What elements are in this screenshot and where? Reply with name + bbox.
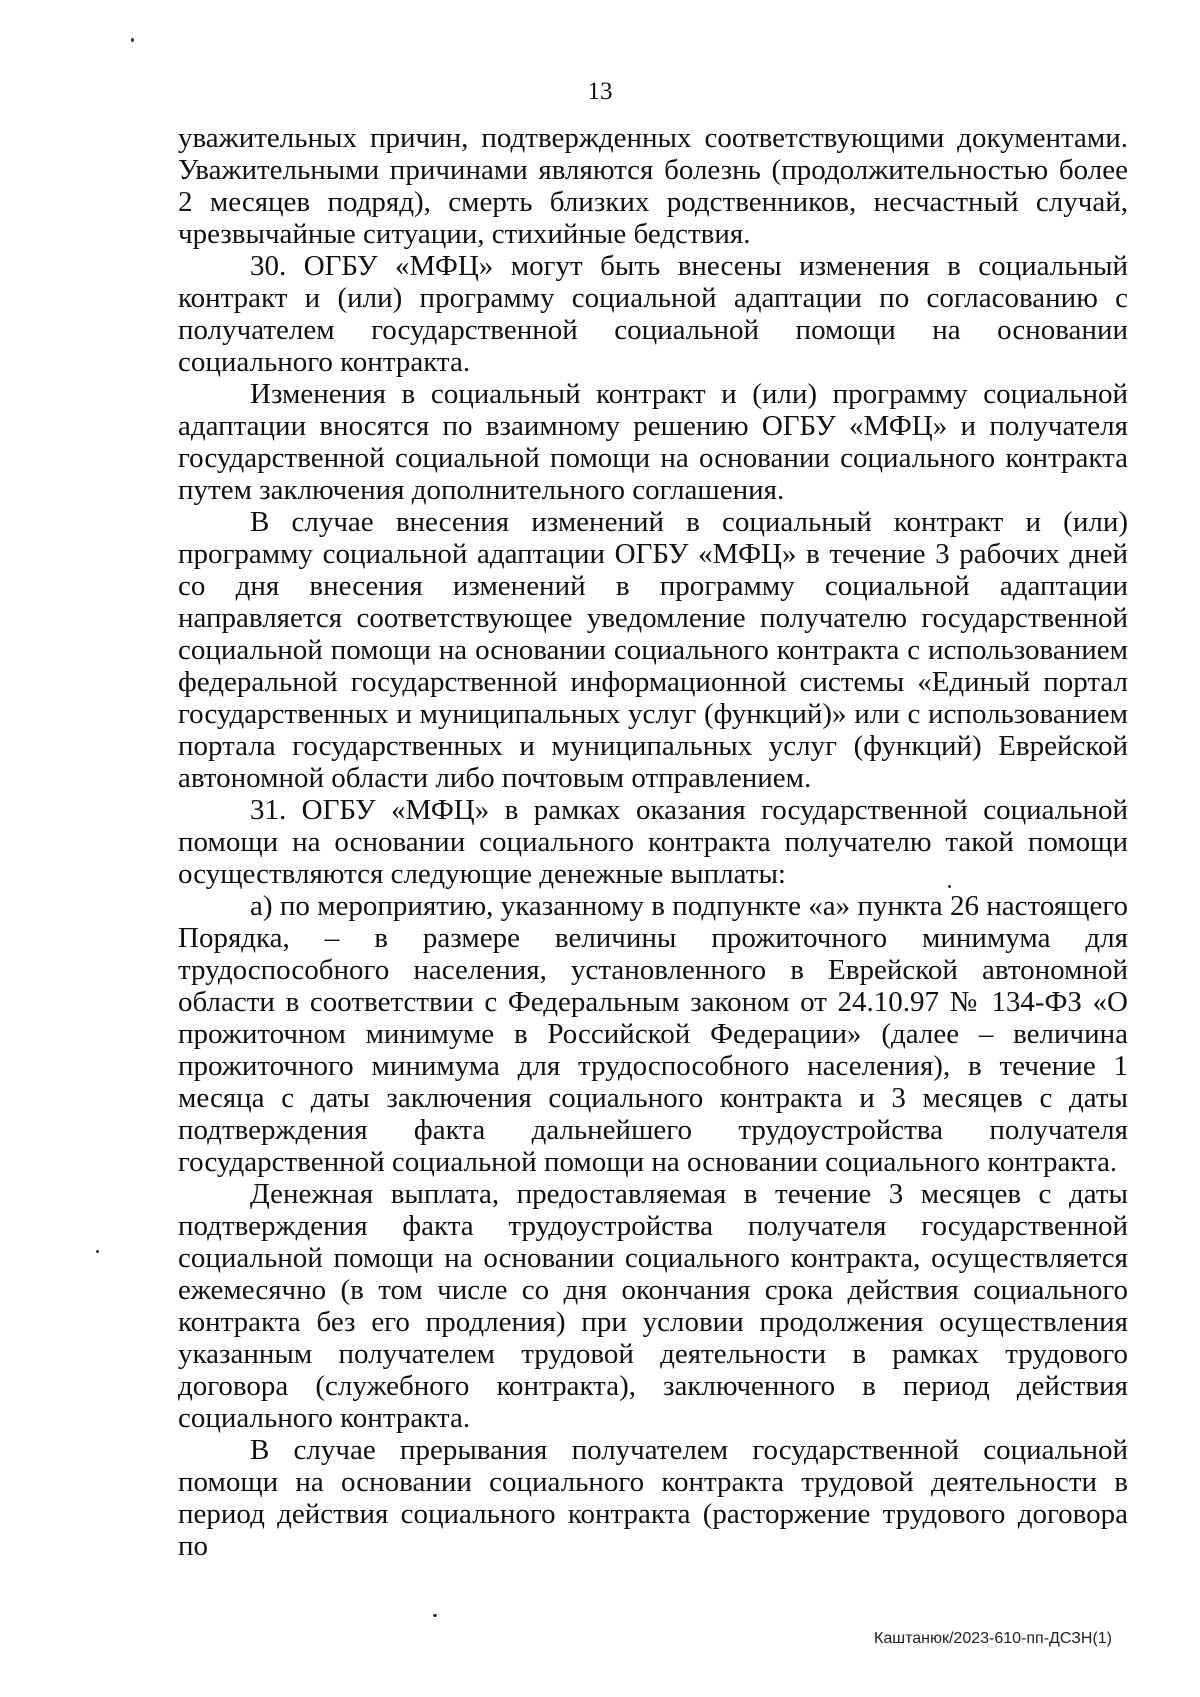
paragraph-notification: В случае внесения изменений в социальный контракт и (или) программу социальной адаптации ОГБУ «МФЦ» в течение 3 рабочих дней со дня внесения изменений в программу социальной адаптации направляется соответствующее уведомление получателю государственной социальной помощи на основании социального контракта с использованием федеральной государственной информационной системы «Единый портал государственных и муниципальных услуг (функций)» или с использованием портала государственных и муниципальных услуг (функций) Еврейской автономной области либо почтовым отправлением. (178, 506, 1128, 794)
paragraph-subitem-a: а) по мероприятию, указанному в подпункте «а» пункта 26 настоящего Порядка, – в размере величины прожиточного минимума для трудоспособного населения, установленного в Еврейской автономной области в соответствии с Федеральным законом от 24.10.97 № 134-ФЗ «О прожиточном минимуме в Российской Федерации» (далее – величина прожиточного минимума для трудоспособного населения), в течение 1 месяца с даты заключения социального контракта и 3 месяцев с даты подтверждения факта дальнейшего трудоустройства получателя государственной социальной помощи на основании социального контракта. (178, 890, 1128, 1178)
scan-speck (948, 885, 951, 888)
paragraph-interruption: В случае прерывания получателем государственной социальной помощи на основании социального контракта трудовой деятельности в период действия социального контракта (расторжение трудового договора по (178, 1434, 1128, 1562)
paragraph-item-31: 31. ОГБУ «МФЦ» в рамках оказания государственной социальной помощи на основании социального контракта получателю такой помощи осуществляются следующие денежные выплаты: (178, 794, 1128, 890)
paragraph-changes: Изменения в социальный контракт и (или) программу социальной адаптации вносятся по взаимному решению ОГБУ «МФЦ» и получателя государственной социальной помощи на основании социального контракта путем заключения дополнительного соглашения. (178, 378, 1128, 506)
paragraph-monthly-payment: Денежная выплата, предоставляемая в течение 3 месяцев с даты подтверждения факта трудоустройства получателя государственной социальной помощи на основании социального контракта, осуществляется ежемесячно (в том числе со дня окончания срока действия социального контракта без его продления) при условии продолжения осуществления указанным получателем трудовой деятельности в рамках трудового договора (служебного контракта), заключенного в период действия социального контракта. (178, 1178, 1128, 1434)
page-number: 13 (587, 78, 613, 105)
scan-speck (131, 38, 134, 42)
footer-document-code: Каштанюк/2023-610-пп-ДСЗН(1) (874, 1630, 1112, 1647)
scan-speck (433, 1614, 437, 1617)
document-body (178, 122, 1128, 1562)
paragraph-continuation: уважительных причин, подтвержденных соответствующими документами. Уважительными причинами являются болезнь (продолжительностью более 2 месяцев подряд), смерть близких родственников, несчастный случай, чрезвычайные ситуации, стихийные бедствия. (178, 122, 1128, 250)
scan-speck (96, 1250, 99, 1253)
paragraph-item-30: 30. ОГБУ «МФЦ» могут быть внесены изменения в социальный контракт и (или) программу социальной адаптации по согласованию с получателем государственной социальной помощи на основании социального контракта. (178, 250, 1128, 378)
